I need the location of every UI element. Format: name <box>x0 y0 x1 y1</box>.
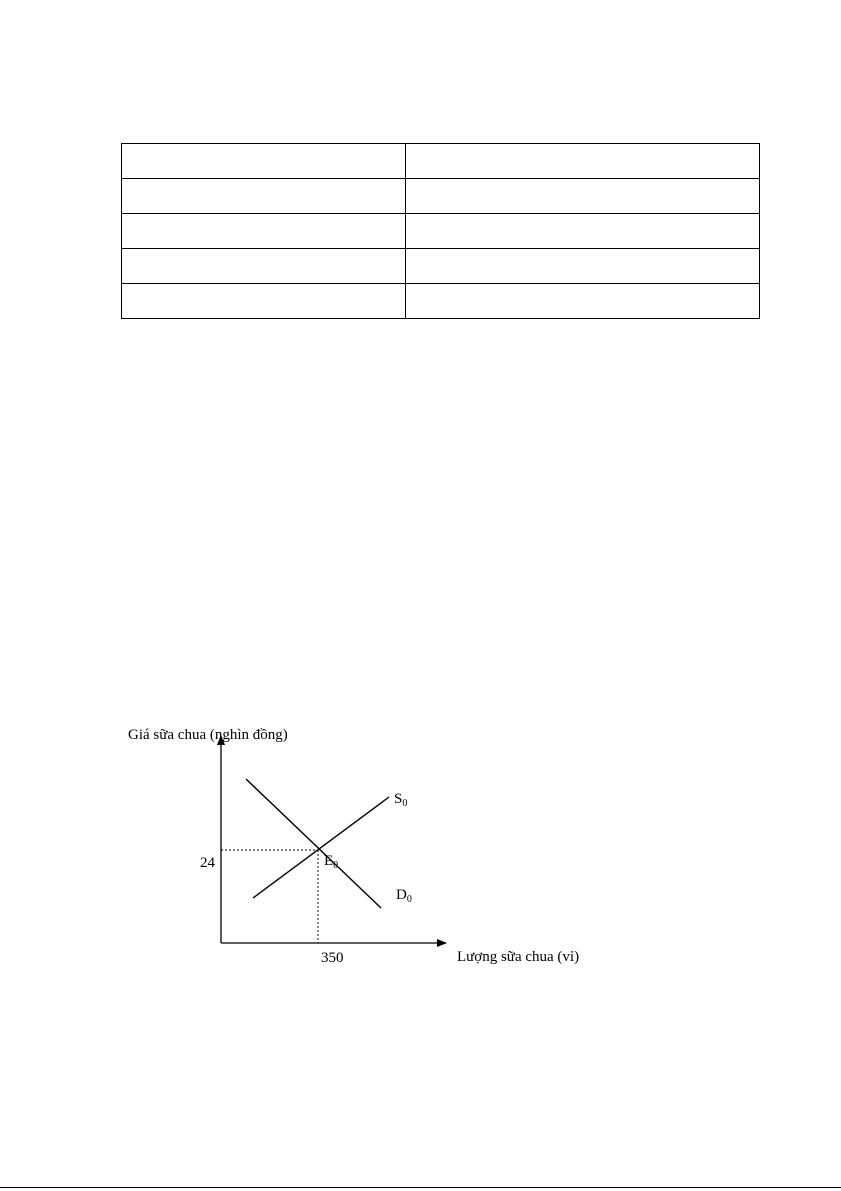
equilibrium-label: $E_0$ <box>324 853 339 871</box>
supply-curve <box>253 797 389 898</box>
quantity-tick-label: 350 <box>321 950 344 966</box>
demand-curve-label: $D_0$ <box>396 887 412 905</box>
y-axis-label: Giá sữa chua (nghìn đồng) <box>128 727 288 743</box>
supply-curve-label: $S_0$ <box>394 791 408 809</box>
page-bottom-rule <box>0 1187 841 1188</box>
x-axis-label: Lượng sữa chua (vỉ) <box>457 949 580 965</box>
price-tick-label: 24 <box>200 855 215 871</box>
